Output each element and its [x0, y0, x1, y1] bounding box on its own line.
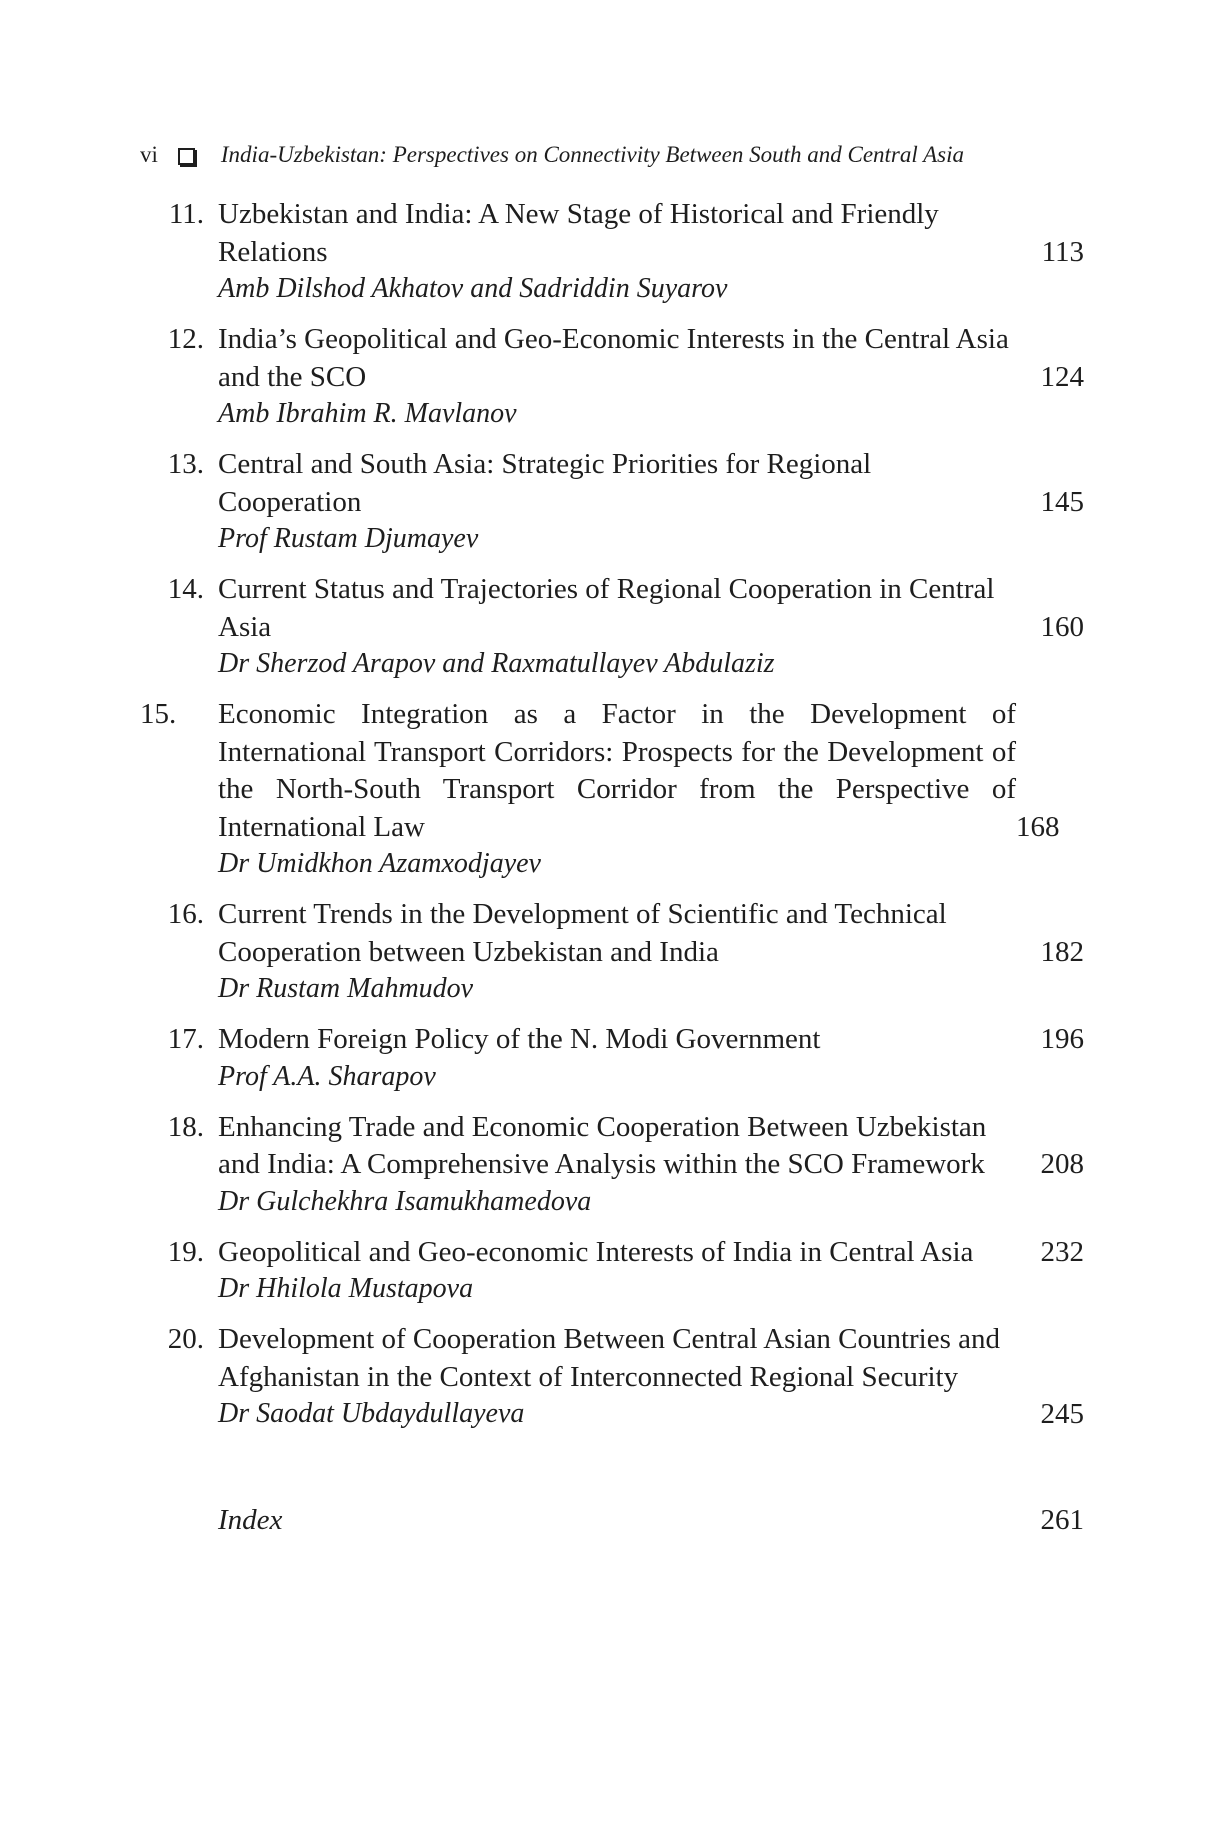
chapter-page: 168 [1016, 810, 1060, 843]
toc-entry[interactable] [140, 696, 1084, 882]
toc-entry[interactable] [140, 1321, 1084, 1432]
toc-entry[interactable] [140, 896, 1084, 1007]
chapter-author: Prof A.A. Sharapov [218, 1060, 436, 1092]
chapter-title: Geopolitical and Geo-economic Interests of India in Central Asia [218, 1235, 974, 1268]
toc-entry[interactable] [140, 321, 1084, 432]
chapter-page: 208 [1040, 1148, 1084, 1180]
chapter-number: 15. [140, 698, 177, 730]
chapter-author: Dr Rustam Mahmudov [218, 973, 474, 1004]
toc-entry[interactable] [140, 571, 1084, 682]
chapter-title: Development of Cooperation Between Central Asian Countries and Afghanistan in the Context of Interconnected Regional Security [218, 1323, 1001, 1393]
chapter-title: Current Trends in the Development of Scientific and Technical Cooperation between Uzbekistan and India [218, 898, 947, 968]
chapter-author: Amb Dilshod Akhatov and Sadriddin Suyarov [218, 273, 728, 304]
chapter-author: Dr Umidkhon Azamxodjayev [218, 848, 541, 879]
chapter-title-line [218, 696, 1084, 846]
chapter-author: Dr Saodat Ubdaydullayeva [218, 1398, 525, 1429]
chapter-page: 113 [1041, 235, 1084, 268]
chapter-title: Current Status and Trajectories of Regional Cooperation in Central Asia [218, 573, 995, 643]
chapter-title: Economic Integration as a Factor in the Development of International Transport Corridors: Prospects for the Development of the North-South Transport Corridor from the Perspective of International Law [218, 698, 1016, 843]
toc-entry[interactable] [140, 1234, 1084, 1308]
chapter-title: Modern Foreign Policy of the N. Modi Government [218, 1023, 821, 1055]
chapter-title-line [218, 896, 1084, 971]
chapter-page: 196 [1040, 1023, 1084, 1055]
chapter-author: Prof Rustam Djumayev [218, 523, 479, 554]
chapter-number: 17. [167, 1023, 204, 1055]
chapter-page: 124 [1040, 360, 1084, 393]
chapter-title-line [218, 446, 1084, 521]
chapter-title-line [218, 196, 1084, 271]
square-bullet-icon [178, 148, 195, 165]
book-title: India-Uzbekistan: Perspectives on Connectivity Between South and Central Asia [220, 142, 964, 167]
chapter-title-line [218, 1109, 1084, 1184]
chapter-number: 19. [167, 1235, 204, 1268]
chapter-page: 232 [1040, 1235, 1084, 1268]
chapter-author: Dr Gulchekhra Isamukhamedova [218, 1185, 592, 1217]
index-label: Index [218, 1504, 283, 1536]
chapter-page: 245 [1040, 1398, 1084, 1430]
chapter-title: India’s Geopolitical and Geo-Economic Interests in the Central Asia and the SCO [218, 323, 1009, 393]
chapter-page: 160 [1040, 610, 1084, 643]
chapter-page: 182 [1040, 935, 1084, 968]
chapter-number: 12. [167, 323, 204, 355]
toc-entry[interactable] [140, 446, 1084, 557]
toc-entry[interactable] [140, 1021, 1084, 1095]
chapter-title: Enhancing Trade and Economic Cooperation Between Uzbekistan and India: A Comprehensive Analysis within the SCO Framework [218, 1110, 987, 1180]
toc-entry[interactable] [140, 1109, 1084, 1220]
chapter-title: Central and South Asia: Strategic Priorities for Regional Cooperation [218, 448, 872, 518]
chapter-author: Dr Sherzod Arapov and Raxmatullayev Abdulaziz [218, 648, 775, 679]
toc-entry[interactable] [140, 196, 1084, 307]
toc-index-entry[interactable] [218, 1501, 1084, 1539]
chapter-title-line [218, 1021, 1084, 1059]
chapter-number: 11. [168, 198, 204, 230]
chapter-title: Uzbekistan and India: A New Stage of Historical and Friendly Relations [218, 198, 939, 268]
chapter-author: Dr Hhilola Mustapova [218, 1273, 474, 1304]
chapter-title-line [218, 1321, 1084, 1396]
page-folio: vi [140, 142, 158, 167]
chapter-number: 16. [167, 898, 204, 930]
chapter-title-line [218, 321, 1084, 396]
chapter-number: 18. [167, 1110, 204, 1143]
chapter-author: Amb Ibrahim R. Mavlanov [218, 398, 517, 429]
index-page: 261 [1040, 1504, 1084, 1536]
chapter-number: 13. [167, 448, 204, 480]
running-head [140, 138, 1080, 172]
chapter-title-line [218, 571, 1084, 646]
chapter-number: 20. [167, 1323, 204, 1355]
chapter-title-line [218, 1234, 1084, 1272]
chapter-number: 14. [167, 573, 204, 605]
chapter-page: 145 [1040, 485, 1084, 518]
table-of-contents [140, 196, 1084, 1446]
